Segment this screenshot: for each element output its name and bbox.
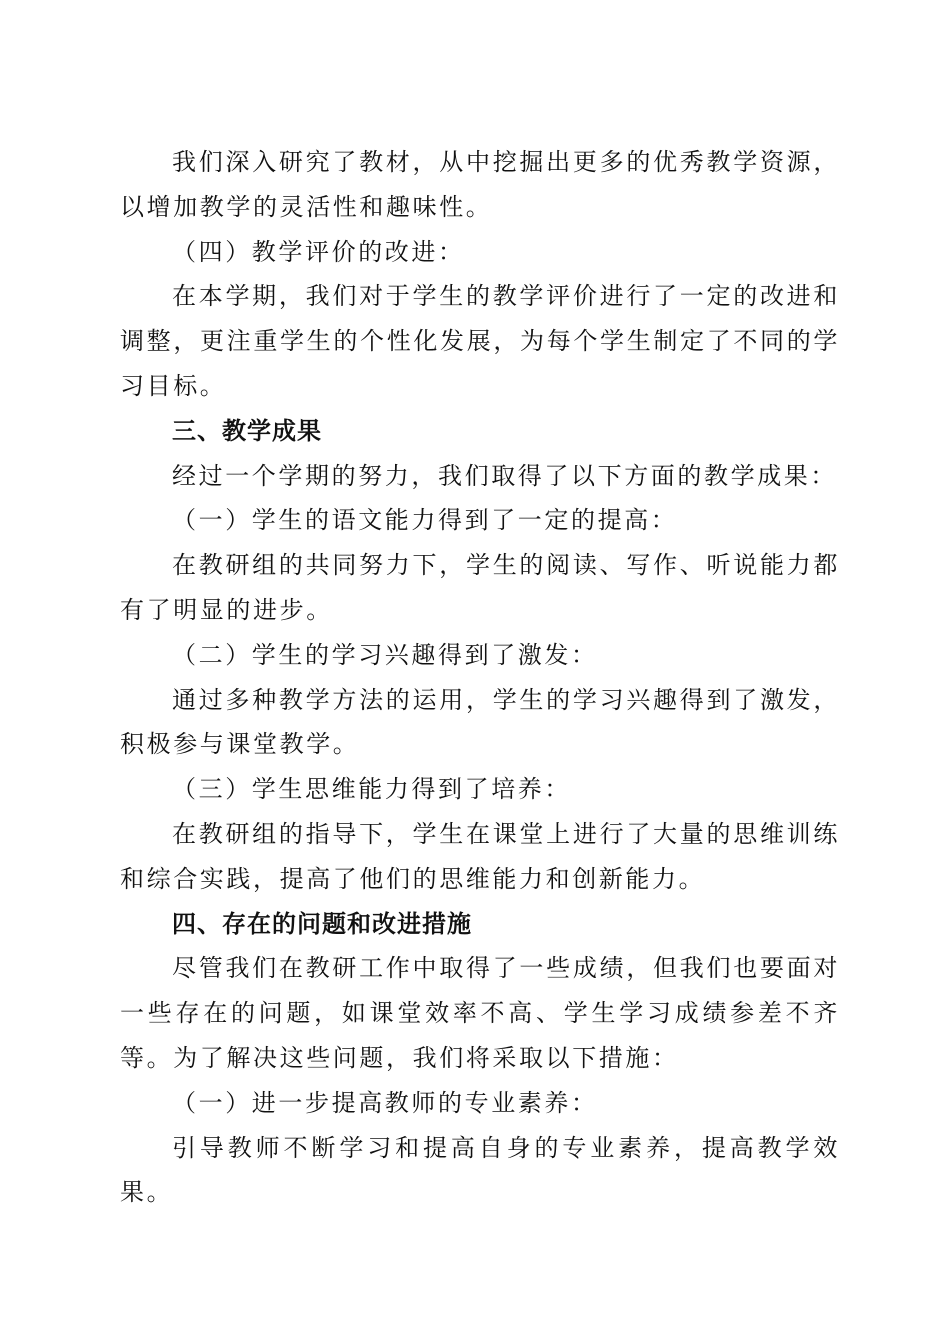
subheading-learning-interest: （二）学生的学习兴趣得到了激发： (172, 640, 598, 669)
paragraph-problems: 尽管我们在教研工作中取得了一些成绩，但我们也要面对一些存在的问题，如课堂效率不高、学生学习成绩参差不齐等。为了解决这些问题，我们将采取以下措施： (120, 954, 840, 1072)
subheading-teacher-quality: （一）进一步提高教师的专业素养： (172, 1088, 598, 1117)
subheading-thinking-ability: （三）学生思维能力得到了培养： (172, 775, 571, 804)
document-body (120, 140, 840, 1215)
paragraph-teacher-quality: 引导教师不断学习和提高自身的专业素养，提高教学效果。 (120, 1133, 840, 1207)
paragraph-learning-interest: 通过多种教学方法的运用，学生的学习兴趣得到了激发，积极参与课堂教学。 (120, 685, 840, 759)
paragraph-chinese-ability: 在教研组的共同努力下，学生的阅读、写作、听说能力都有了明显的进步。 (120, 551, 840, 624)
paragraph-thinking-ability: 在教研组的指导下，学生在课堂上进行了大量的思维训练和综合实践，提高了他们的思维能力和创新能力。 (120, 819, 840, 893)
paragraph-evaluation: 在本学期，我们对于学生的教学评价进行了一定的改进和调整，更注重学生的个性化发展，为每个学生制定了不同的学习目标。 (120, 282, 840, 400)
paragraph-teaching-resources: 我们深入研究了教材，从中挖掘出更多的优秀教学资源，以增加教学的灵活性和趣味性。 (120, 148, 840, 221)
subheading-evaluation-improvement: （四）教学评价的改进： (172, 237, 465, 266)
section-heading-problems-measures: 四、存在的问题和改进措施 (172, 909, 472, 938)
section-heading-teaching-results: 三、教学成果 (172, 416, 322, 445)
paragraph-results-intro: 经过一个学期的努力，我们取得了以下方面的教学成果： (172, 461, 837, 490)
subheading-chinese-ability: （一）学生的语文能力得到了一定的提高： (172, 506, 678, 535)
